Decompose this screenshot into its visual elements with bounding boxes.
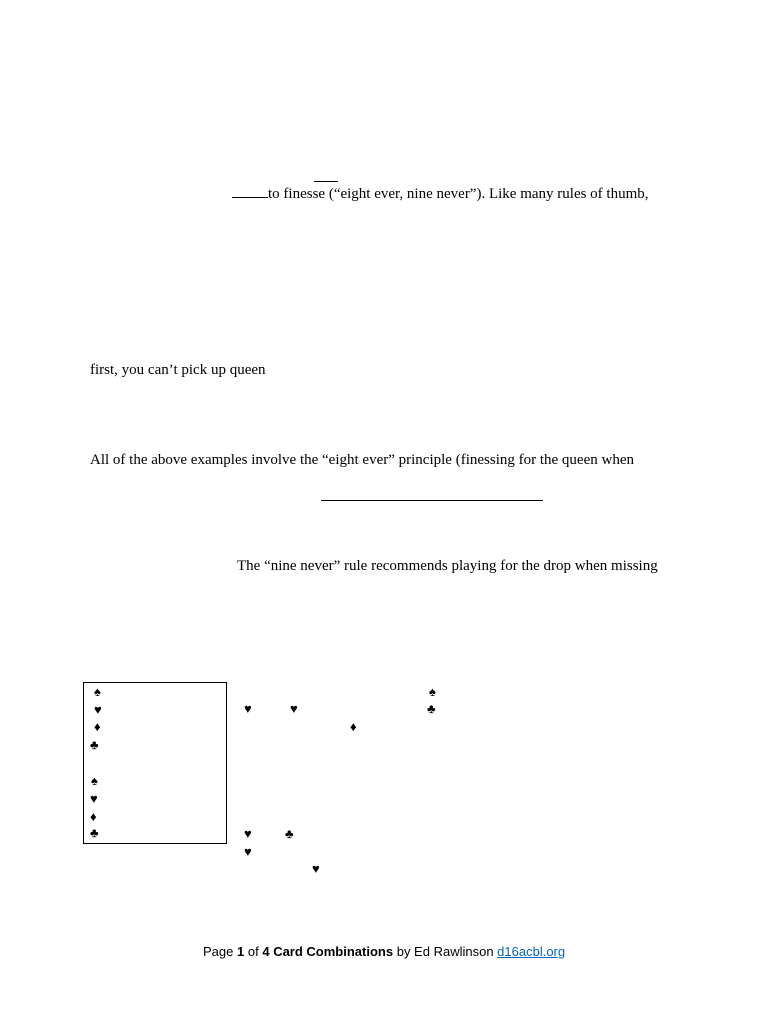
heart-icon: ♥ [244, 701, 252, 716]
heart-icon: ♥ [244, 826, 252, 841]
spade-icon: ♠ [91, 773, 98, 788]
text-line-4: The “nine never” rule recommends playing for the drop when missing [237, 558, 658, 574]
diamond-icon: ♦ [90, 809, 97, 824]
footer-doc-title: Card Combinations [273, 944, 394, 959]
club-icon: ♣ [285, 826, 294, 841]
diamond-icon: ♦ [350, 719, 357, 734]
text-line-3: All of the above examples involve the “eight ever” principle (finessing for the queen when [90, 452, 634, 468]
text-line-2: first, you can’t pick up queen [90, 362, 266, 378]
footer-author: by Ed Rawlinson [396, 944, 494, 959]
long-underline [321, 500, 543, 501]
heart-icon: ♥ [90, 791, 98, 806]
footer-total-pages: 4 [262, 944, 270, 959]
diamond-icon: ♦ [94, 719, 101, 734]
footer-page-label: Page [203, 944, 234, 959]
heart-icon: ♥ [312, 861, 320, 876]
overline-mark [314, 181, 338, 182]
blank-underline [232, 183, 268, 198]
heart-icon: ♥ [244, 844, 252, 859]
footer-of-label: of [247, 944, 259, 959]
heart-icon: ♥ [94, 702, 102, 717]
spade-icon: ♠ [94, 684, 101, 699]
club-icon: ♣ [427, 701, 436, 716]
club-icon: ♣ [90, 825, 99, 840]
club-icon: ♣ [90, 737, 99, 752]
line1-text: to finesse (“eight ever, nine never”). Like many rules of thumb, [268, 186, 649, 202]
heart-icon: ♥ [290, 701, 298, 716]
spade-icon: ♠ [429, 684, 436, 699]
text-line-1 [232, 183, 649, 203]
footer-site-link[interactable]: d16acbl.org [497, 944, 566, 959]
hand-diagram-box [83, 682, 227, 844]
footer-page-number: 1 [237, 944, 245, 959]
page-footer [203, 944, 565, 960]
